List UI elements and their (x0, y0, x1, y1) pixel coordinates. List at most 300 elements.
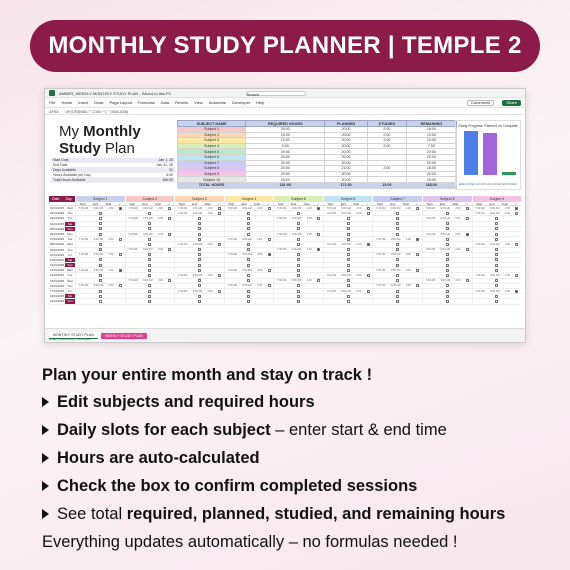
completed-checkbox[interactable] (168, 279, 171, 282)
slot-cell[interactable] (174, 211, 224, 215)
slot-cell[interactable] (125, 222, 175, 226)
slot-cell[interactable] (472, 242, 522, 246)
slot-value[interactable]: 9:00 AM (192, 274, 203, 278)
slot-cell[interactable] (422, 284, 472, 288)
completed-checkbox[interactable] (347, 227, 350, 230)
slot-value[interactable]: 7:00 AM (376, 206, 386, 210)
completed-checkbox[interactable] (515, 290, 518, 293)
completed-checkbox[interactable] (148, 269, 151, 272)
completed-checkbox[interactable] (495, 264, 498, 267)
slot-cell[interactable] (125, 216, 175, 220)
completed-checkbox[interactable] (347, 233, 350, 236)
slot-cell[interactable] (75, 248, 125, 252)
completed-checkbox[interactable] (347, 269, 350, 272)
slot-cell[interactable] (323, 237, 373, 241)
ribbon-tab-view[interactable]: View (194, 100, 203, 105)
completed-checkbox[interactable] (99, 258, 102, 261)
completed-checkbox[interactable] (495, 295, 498, 298)
completed-checkbox[interactable] (148, 274, 151, 277)
slot-cell[interactable] (125, 268, 175, 272)
slot-value[interactable]: 9:00 AM (341, 289, 351, 293)
slot-value[interactable]: 2:00 (504, 274, 511, 278)
slot-value[interactable]: 7:00 AM (425, 216, 436, 220)
slot-cell[interactable] (372, 299, 422, 303)
tab-monthly-study-plan[interactable]: MONTHLY STUDY PLAN (49, 332, 98, 339)
slot-cell[interactable] (174, 263, 224, 267)
slot-value[interactable]: 2:00 (108, 237, 114, 241)
slot-value[interactable]: 2:00 (108, 206, 114, 210)
table-cell[interactable]: Subject 4 (178, 143, 246, 149)
completed-checkbox[interactable] (148, 222, 151, 225)
completed-checkbox[interactable] (347, 284, 350, 287)
completed-checkbox[interactable] (495, 233, 498, 236)
completed-checkbox[interactable] (99, 227, 102, 230)
slot-value[interactable]: 7:00 AM (475, 242, 485, 246)
slot-cell[interactable] (422, 289, 472, 293)
slot-cell[interactable] (372, 253, 422, 257)
completed-checkbox[interactable] (247, 243, 250, 246)
slot-cell[interactable] (174, 268, 224, 272)
slot-value[interactable]: 7:00 AM (376, 237, 386, 241)
slot-value[interactable]: 9:00 AM (390, 237, 401, 241)
ribbon-tab-formulas[interactable]: Formulas (137, 100, 155, 105)
slot-value[interactable]: 2:00 (306, 216, 312, 220)
completed-checkbox[interactable] (99, 212, 102, 215)
completed-checkbox[interactable] (466, 217, 469, 220)
completed-checkbox[interactable] (297, 269, 300, 272)
completed-checkbox[interactable] (148, 290, 151, 293)
completed-checkbox[interactable] (396, 264, 399, 267)
completed-checkbox[interactable] (268, 238, 271, 241)
slot-cell[interactable] (422, 273, 472, 277)
slot-value[interactable]: 9:00 AM (291, 232, 302, 236)
slot-value[interactable]: 7:00 AM (177, 274, 188, 278)
slot-cell[interactable] (323, 268, 373, 272)
slot-value[interactable]: 2:00 (158, 232, 164, 236)
completed-checkbox[interactable] (148, 243, 151, 246)
slot-value[interactable]: 9:00 AM (192, 289, 203, 293)
slot-cell[interactable] (224, 268, 274, 272)
completed-checkbox[interactable] (218, 274, 221, 277)
slot-value[interactable]: 9:00 AM (440, 248, 451, 252)
ribbon-tab-developer[interactable]: Developer (231, 100, 251, 105)
completed-checkbox[interactable] (99, 248, 102, 251)
slot-cell[interactable] (125, 273, 175, 277)
slot-value[interactable]: 2:00 (455, 248, 461, 252)
slot-cell[interactable] (472, 299, 522, 303)
completed-checkbox[interactable] (198, 264, 201, 267)
slot-value[interactable]: 2:00 (455, 206, 461, 210)
slot-cell[interactable] (273, 273, 323, 277)
completed-checkbox[interactable] (247, 227, 250, 230)
table-cell[interactable]: Subject 3 (178, 138, 246, 144)
slot-value[interactable]: 2:00 (504, 211, 511, 215)
slot-value[interactable]: 7:00 AM (326, 242, 337, 246)
slot-value[interactable]: 2:00 (306, 248, 312, 252)
completed-checkbox[interactable] (396, 274, 399, 277)
slot-cell[interactable] (273, 299, 323, 303)
completed-checkbox[interactable] (396, 222, 399, 225)
slot-cell[interactable] (125, 284, 175, 288)
slot-cell[interactable] (323, 279, 373, 283)
slot-cell[interactable] (75, 237, 125, 241)
completed-checkbox[interactable] (148, 238, 151, 241)
completed-checkbox[interactable] (198, 238, 201, 241)
completed-checkbox[interactable] (297, 227, 300, 230)
completed-checkbox[interactable] (218, 212, 221, 215)
ribbon-tab-data[interactable]: Data (160, 100, 170, 105)
slot-cell[interactable] (224, 227, 274, 231)
slot-value[interactable]: 7:00 AM (78, 268, 89, 272)
completed-checkbox[interactable] (347, 264, 350, 267)
slot-cell[interactable] (75, 258, 125, 262)
slot-cell[interactable] (323, 299, 373, 303)
slot-cell[interactable] (174, 258, 224, 262)
completed-checkbox[interactable] (466, 207, 469, 210)
slot-cell[interactable] (372, 273, 422, 277)
completed-checkbox[interactable] (247, 274, 250, 277)
slot-cell[interactable] (273, 268, 323, 272)
slot-cell[interactable] (422, 279, 472, 283)
slot-cell[interactable] (75, 242, 125, 246)
slot-cell[interactable] (273, 258, 323, 262)
slot-value[interactable]: 2:00 (158, 248, 164, 252)
slot-value[interactable]: 9:00 AM (291, 248, 302, 252)
slot-cell[interactable] (125, 279, 175, 283)
ribbon-tab-review[interactable]: Review (175, 100, 189, 105)
slot-cell[interactable] (472, 237, 522, 241)
slot-value[interactable]: 7:00 AM (276, 248, 287, 252)
completed-checkbox[interactable] (367, 290, 370, 293)
slot-cell[interactable] (224, 258, 274, 262)
completed-checkbox[interactable] (198, 279, 201, 282)
completed-checkbox[interactable] (99, 222, 102, 225)
completed-checkbox[interactable] (268, 253, 271, 256)
slot-cell[interactable] (174, 248, 224, 252)
completed-checkbox[interactable] (247, 300, 250, 303)
slot-cell[interactable] (224, 222, 274, 226)
completed-checkbox[interactable] (396, 233, 399, 236)
slot-cell[interactable] (472, 294, 522, 298)
completed-checkbox[interactable] (247, 279, 250, 282)
slot-value[interactable]: 2:00 (455, 216, 461, 220)
table-cell[interactable]: 20:00 (246, 127, 325, 133)
completed-checkbox[interactable] (495, 253, 498, 256)
completed-checkbox[interactable] (347, 253, 350, 256)
slot-cell[interactable] (125, 299, 175, 303)
slot-cell[interactable] (75, 273, 125, 277)
slot-value[interactable]: 7:00 AM (177, 211, 188, 215)
slot-cell[interactable] (75, 289, 125, 293)
slot-cell[interactable] (422, 216, 472, 220)
completed-checkbox[interactable] (367, 243, 370, 246)
slot-value[interactable]: 9:00 AM (341, 274, 351, 278)
slot-cell[interactable] (323, 206, 373, 210)
completed-checkbox[interactable] (148, 227, 151, 230)
slot-value[interactable]: 2:00 (257, 268, 263, 272)
table-cell[interactable]: Subject 7 (178, 160, 246, 166)
slot-cell[interactable] (472, 227, 522, 231)
slot-cell[interactable] (472, 279, 522, 283)
slot-cell[interactable] (125, 206, 175, 210)
slot-cell[interactable] (372, 279, 422, 283)
completed-checkbox[interactable] (99, 279, 102, 282)
slot-cell[interactable] (273, 294, 323, 298)
slot-cell[interactable] (224, 242, 274, 246)
slot-cell[interactable] (174, 227, 224, 231)
completed-checkbox[interactable] (317, 207, 320, 210)
slot-value[interactable]: 9:00 AM (440, 232, 451, 236)
slot-value[interactable]: 9:00 AM (490, 289, 500, 293)
completed-checkbox[interactable] (247, 233, 250, 236)
completed-checkbox[interactable] (148, 253, 151, 256)
slot-value[interactable]: 2:00 (455, 232, 461, 236)
completed-checkbox[interactable] (247, 290, 250, 293)
slot-cell[interactable] (75, 294, 125, 298)
slot-cell[interactable] (472, 206, 522, 210)
slot-cell[interactable] (125, 232, 175, 236)
slot-value[interactable]: 2:00 (158, 206, 164, 210)
slot-cell[interactable] (422, 248, 472, 252)
slot-cell[interactable] (372, 211, 422, 215)
slot-value[interactable]: 9:00 AM (93, 284, 104, 288)
slot-value[interactable]: 7:00 AM (78, 253, 89, 257)
slot-value[interactable]: 9:00 AM (143, 206, 153, 210)
slot-cell[interactable] (323, 222, 373, 226)
completed-checkbox[interactable] (495, 227, 498, 230)
slot-cell[interactable] (75, 253, 125, 257)
completed-checkbox[interactable] (198, 248, 201, 251)
ribbon-tab-help[interactable]: Help (256, 100, 265, 105)
slot-cell[interactable] (224, 279, 274, 283)
slot-value[interactable]: 2:00 (108, 268, 114, 272)
slot-value[interactable]: 7:00 AM (78, 284, 89, 288)
slot-cell[interactable] (174, 206, 224, 210)
formula-input[interactable]: =IF(OR(B58="",C58=""),"",B58-A58) (64, 108, 129, 114)
completed-checkbox[interactable] (396, 295, 399, 298)
slot-value[interactable]: 7:00 AM (425, 248, 436, 252)
completed-checkbox[interactable] (99, 300, 102, 303)
slot-value[interactable]: 2:00 (306, 279, 312, 283)
completed-checkbox[interactable] (416, 238, 419, 241)
slot-value[interactable]: 7:00 AM (425, 206, 436, 210)
slot-value[interactable]: 2:00 (207, 206, 213, 210)
slot-cell[interactable] (422, 242, 472, 246)
slot-cell[interactable] (323, 211, 373, 215)
slot-cell[interactable] (422, 206, 472, 210)
slot-cell[interactable] (224, 211, 274, 215)
completed-checkbox[interactable] (495, 222, 498, 225)
table-cell[interactable]: Subject 5 (178, 149, 246, 155)
slot-cell[interactable] (472, 211, 522, 215)
slot-value[interactable]: 9:00 AM (93, 253, 104, 257)
completed-checkbox[interactable] (198, 284, 201, 287)
slot-value[interactable]: 2:00 (405, 268, 411, 272)
completed-checkbox[interactable] (446, 258, 449, 261)
completed-checkbox[interactable] (148, 264, 151, 267)
slot-cell[interactable] (75, 206, 125, 210)
slot-cell[interactable] (472, 248, 522, 252)
slot-value[interactable]: 2:00 (158, 279, 164, 283)
completed-checkbox[interactable] (347, 217, 350, 220)
completed-checkbox[interactable] (367, 207, 370, 210)
completed-checkbox[interactable] (446, 222, 449, 225)
completed-checkbox[interactable] (297, 284, 300, 287)
slot-value[interactable]: 9:00 AM (341, 206, 351, 210)
slot-value[interactable]: 9:00 AM (490, 242, 500, 246)
completed-checkbox[interactable] (198, 222, 201, 225)
ribbon-tab-home[interactable]: Home (61, 100, 73, 105)
slot-cell[interactable] (273, 232, 323, 236)
completed-checkbox[interactable] (367, 274, 370, 277)
completed-checkbox[interactable] (446, 243, 449, 246)
slot-cell[interactable] (174, 284, 224, 288)
slot-value[interactable]: 2:00 (306, 232, 312, 236)
slot-cell[interactable] (174, 279, 224, 283)
completed-checkbox[interactable] (495, 258, 498, 261)
slot-value[interactable]: 7:00 AM (128, 279, 138, 283)
completed-checkbox[interactable] (396, 258, 399, 261)
completed-checkbox[interactable] (99, 264, 102, 267)
slot-value[interactable]: 9:00 AM (291, 216, 302, 220)
slot-cell[interactable] (224, 237, 274, 241)
table-cell[interactable]: 12:00 (246, 138, 325, 144)
slot-cell[interactable] (323, 248, 373, 252)
completed-checkbox[interactable] (495, 284, 498, 287)
slot-value[interactable]: 7:00 AM (326, 211, 337, 215)
slot-cell[interactable] (273, 242, 323, 246)
slot-cell[interactable] (323, 253, 373, 257)
completed-checkbox[interactable] (446, 274, 449, 277)
completed-checkbox[interactable] (446, 290, 449, 293)
completed-checkbox[interactable] (317, 233, 320, 236)
slot-value[interactable]: 9:00 AM (440, 279, 451, 283)
slot-cell[interactable] (273, 253, 323, 257)
completed-checkbox[interactable] (168, 207, 171, 210)
slot-cell[interactable] (372, 206, 422, 210)
slot-value[interactable]: 9:00 AM (242, 237, 252, 241)
completed-checkbox[interactable] (446, 295, 449, 298)
completed-checkbox[interactable] (99, 274, 102, 277)
completed-checkbox[interactable] (99, 233, 102, 236)
slot-value[interactable]: 7:00 AM (376, 268, 386, 272)
completed-checkbox[interactable] (515, 243, 518, 246)
slot-cell[interactable] (174, 273, 224, 277)
slot-value[interactable]: 2:00 (405, 206, 411, 210)
slot-cell[interactable] (422, 253, 472, 257)
slot-value[interactable]: 7:00 AM (276, 232, 287, 236)
slot-value[interactable]: 9:00 AM (143, 232, 153, 236)
slot-cell[interactable] (372, 263, 422, 267)
slot-cell[interactable] (372, 222, 422, 226)
slot-cell[interactable] (323, 227, 373, 231)
slot-value[interactable]: 9:00 AM (93, 237, 104, 241)
slot-value[interactable]: 7:00 AM (177, 206, 188, 210)
slot-cell[interactable] (224, 232, 274, 236)
completed-checkbox[interactable] (297, 212, 300, 215)
slot-value[interactable]: 2:00 (405, 284, 411, 288)
slot-value[interactable]: 2:00 (207, 289, 213, 293)
slot-cell[interactable] (224, 206, 274, 210)
slot-cell[interactable] (125, 253, 175, 257)
slot-value[interactable]: 7:00 AM (326, 274, 337, 278)
completed-checkbox[interactable] (297, 243, 300, 246)
slot-cell[interactable] (224, 273, 274, 277)
slot-cell[interactable] (372, 242, 422, 246)
slot-cell[interactable] (273, 263, 323, 267)
slot-cell[interactable] (372, 268, 422, 272)
completed-checkbox[interactable] (297, 290, 300, 293)
slot-value[interactable]: 9:00 AM (490, 206, 500, 210)
slot-cell[interactable] (422, 232, 472, 236)
completed-checkbox[interactable] (416, 207, 419, 210)
slot-value[interactable]: 2:00 (405, 253, 411, 257)
completed-checkbox[interactable] (247, 212, 250, 215)
completed-checkbox[interactable] (446, 264, 449, 267)
completed-checkbox[interactable] (495, 269, 498, 272)
completed-checkbox[interactable] (347, 300, 350, 303)
ribbon-tab-insert[interactable]: Insert (78, 100, 89, 105)
table-cell[interactable]: 9:00 (246, 143, 325, 149)
completed-checkbox[interactable] (148, 212, 151, 215)
slot-cell[interactable] (174, 253, 224, 257)
slot-value[interactable]: 2:00 (504, 206, 511, 210)
slot-cell[interactable] (323, 284, 373, 288)
slot-value[interactable]: 7:00 AM (376, 253, 386, 257)
slot-value[interactable]: 7:00 AM (78, 206, 89, 210)
slot-cell[interactable] (323, 216, 373, 220)
slot-value[interactable]: 7:00 AM (425, 279, 436, 283)
slot-value[interactable]: 2:00 (356, 274, 362, 278)
slot-cell[interactable] (422, 258, 472, 262)
completed-checkbox[interactable] (297, 300, 300, 303)
slot-value[interactable]: 7:00 AM (227, 237, 237, 241)
completed-checkbox[interactable] (446, 284, 449, 287)
completed-checkbox[interactable] (99, 290, 102, 293)
completed-checkbox[interactable] (347, 279, 350, 282)
completed-checkbox[interactable] (396, 300, 399, 303)
completed-checkbox[interactable] (396, 243, 399, 246)
slot-value[interactable]: 2:00 (356, 289, 362, 293)
slot-value[interactable]: 7:00 AM (128, 232, 138, 236)
slot-value[interactable]: 7:00 AM (227, 284, 237, 288)
slot-cell[interactable] (422, 211, 472, 215)
slot-value[interactable]: 7:00 AM (177, 242, 188, 246)
table-cell[interactable]: Subject 1 (178, 127, 246, 133)
slot-cell[interactable] (224, 263, 274, 267)
slot-value[interactable]: 2:00 (356, 211, 362, 215)
slot-cell[interactable] (372, 258, 422, 262)
completed-checkbox[interactable] (297, 258, 300, 261)
slot-cell[interactable] (273, 279, 323, 283)
completed-checkbox[interactable] (119, 207, 122, 210)
slot-cell[interactable] (273, 216, 323, 220)
ribbon-tab-draw[interactable]: Draw (94, 100, 104, 105)
completed-checkbox[interactable] (99, 243, 102, 246)
completed-checkbox[interactable] (148, 258, 151, 261)
slot-cell[interactable] (75, 263, 125, 267)
completed-checkbox[interactable] (247, 258, 250, 261)
slot-value[interactable]: 7:00 AM (425, 232, 436, 236)
slot-value[interactable]: 2:00 (257, 284, 263, 288)
slot-cell[interactable] (323, 258, 373, 262)
slot-value[interactable]: 2:00 (108, 284, 114, 288)
slot-cell[interactable] (174, 294, 224, 298)
slot-value[interactable]: 9:00 AM (242, 268, 252, 272)
slot-cell[interactable] (75, 232, 125, 236)
completed-checkbox[interactable] (446, 253, 449, 256)
slot-cell[interactable] (372, 294, 422, 298)
